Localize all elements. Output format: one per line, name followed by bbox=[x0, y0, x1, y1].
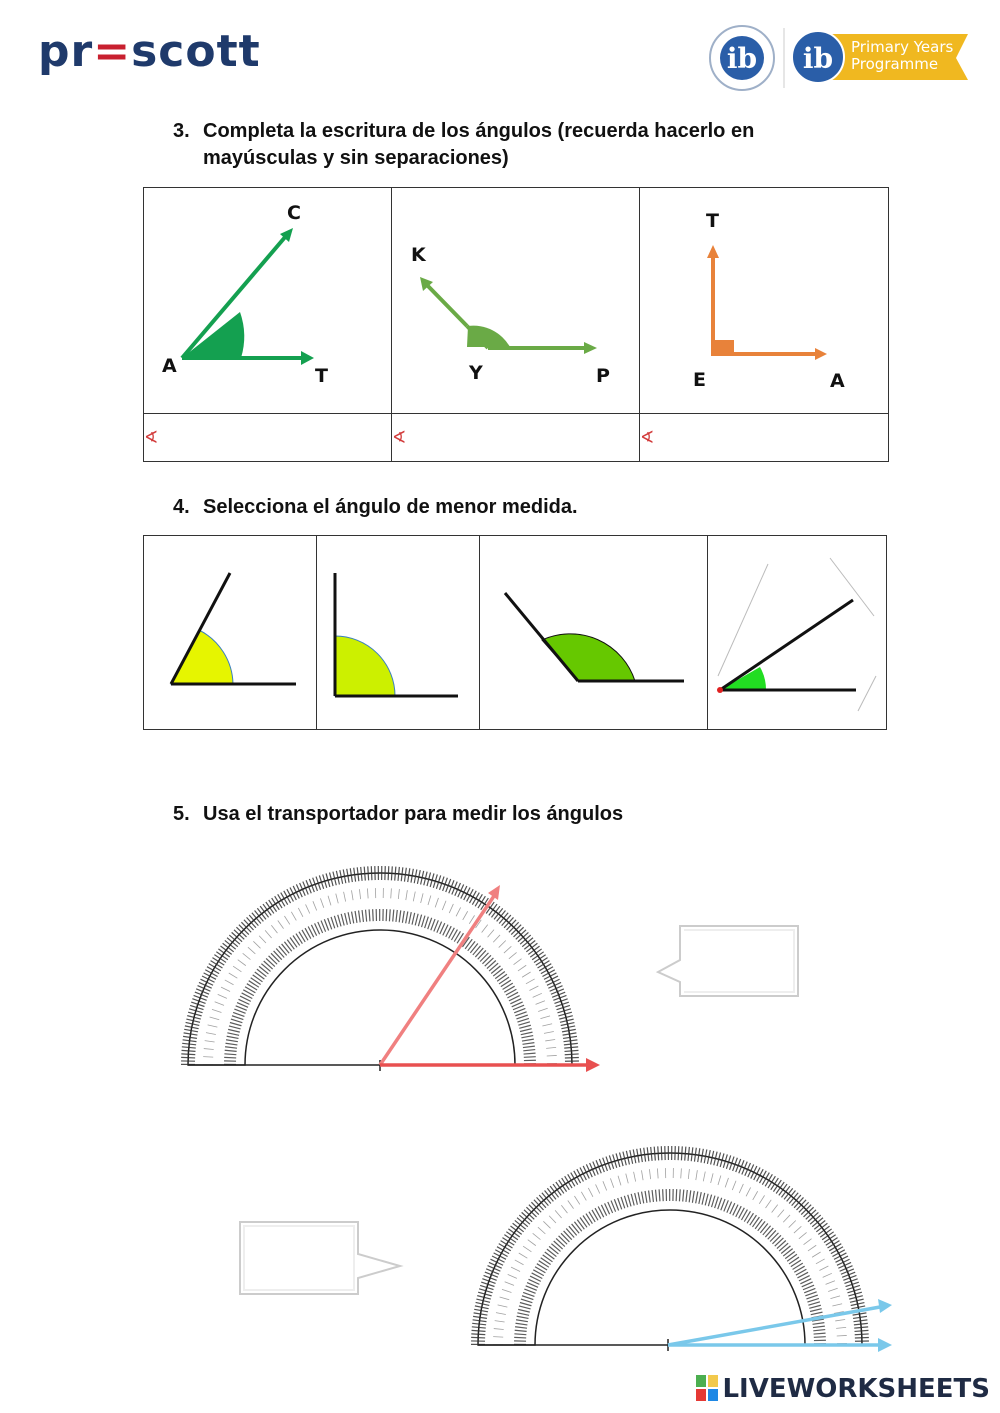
liveworksheets-logo: LIVEWORKSHEETS bbox=[696, 1374, 990, 1404]
label-k: K bbox=[411, 244, 426, 266]
answer-box-2[interactable] bbox=[232, 1214, 412, 1304]
answer-box-1[interactable] bbox=[652, 920, 812, 1006]
protractor-1 bbox=[180, 855, 610, 1080]
label-y: Y bbox=[469, 362, 483, 384]
angle-cat-figure bbox=[144, 188, 391, 408]
label-t1: T bbox=[315, 365, 328, 387]
label-c: C bbox=[287, 202, 301, 224]
angle-option-4 bbox=[708, 536, 886, 724]
q3-answer-1[interactable]: ∢ bbox=[144, 414, 392, 462]
liveworksheets-icon bbox=[696, 1375, 718, 1401]
q3-answer-3[interactable]: ∢ bbox=[640, 414, 889, 462]
label-a1: A bbox=[162, 355, 177, 377]
svg-text:ib: ib bbox=[726, 42, 758, 75]
q3-answer-2[interactable]: ∢ bbox=[392, 414, 640, 462]
label-a2: A bbox=[830, 370, 845, 392]
question-5: 5. Usa el transportador para medir los ángulos bbox=[173, 803, 624, 825]
q4-option-2[interactable] bbox=[317, 536, 480, 730]
q3-cell-1 bbox=[144, 188, 392, 414]
ib-programme-text: Programme bbox=[851, 55, 939, 73]
angle-option-2 bbox=[317, 536, 479, 724]
q4-option-4[interactable] bbox=[708, 536, 887, 730]
prescott-logo: pr=scott bbox=[38, 26, 261, 77]
angle-option-3 bbox=[480, 536, 707, 724]
q4-option-1[interactable] bbox=[144, 536, 317, 730]
angle-tea-figure bbox=[640, 188, 888, 408]
label-t2: T bbox=[706, 210, 719, 232]
ib-primary-text: Primary Years bbox=[851, 38, 954, 56]
q3-angle-table bbox=[143, 187, 889, 462]
q3-cell-3 bbox=[640, 188, 889, 414]
question-4: 4. Selecciona el ángulo de menor medida. bbox=[173, 496, 578, 518]
q4-angle-table bbox=[143, 535, 887, 730]
label-p: P bbox=[596, 365, 610, 387]
svg-text:ib: ib bbox=[802, 42, 834, 75]
protractor-2 bbox=[470, 1135, 900, 1360]
q4-option-3[interactable] bbox=[480, 536, 708, 730]
angle-option-1 bbox=[144, 536, 316, 724]
label-e: E bbox=[693, 369, 706, 391]
question-3: 3. Completa la escritura de los ángulos (recuerda hacerlo en mayúsculas y sin separaciones) bbox=[173, 120, 755, 169]
